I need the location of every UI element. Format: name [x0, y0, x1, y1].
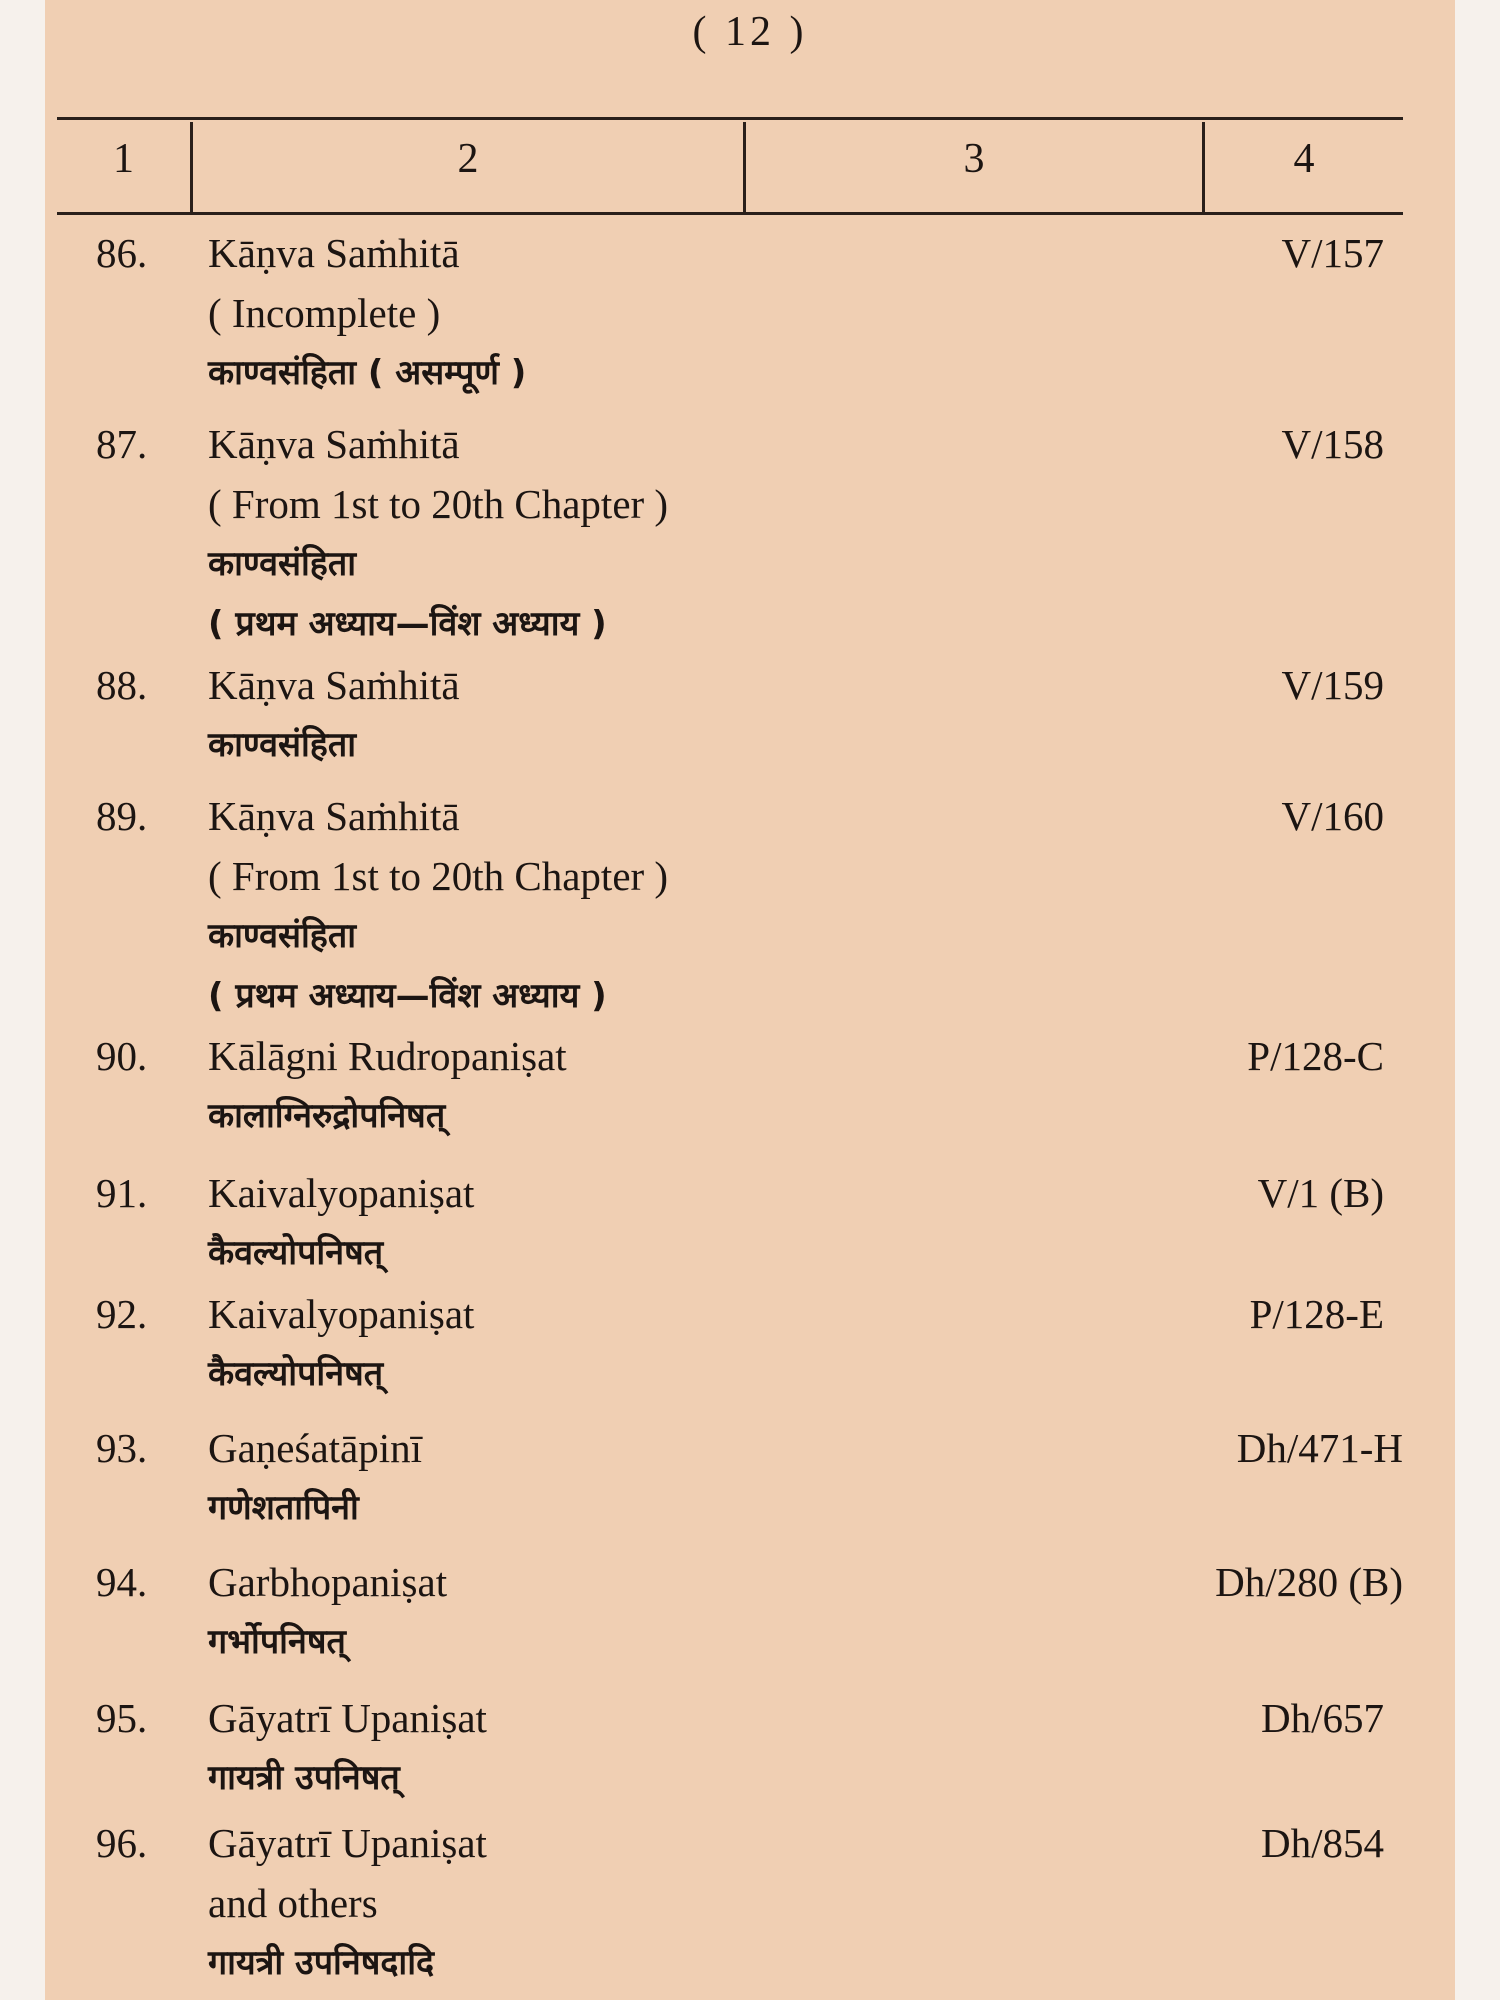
entry-number: 88.: [96, 662, 148, 708]
page-number: ( 12 ): [692, 9, 808, 55]
entry-title: [208, 1813, 487, 1993]
entry-number: 90.: [96, 1033, 148, 1079]
entry-title-line: काण्वसंहिता: [208, 916, 357, 956]
entry-title-line: ( From 1st to 20th Chapter ): [208, 481, 669, 527]
entry-title-line: Gāyatrī Upaniṣat: [208, 1820, 487, 1866]
entry-reference: V/157: [1281, 230, 1384, 276]
entry-title-line: Kāṇva Saṁhitā: [208, 793, 460, 839]
entry-reference: P/128-E: [1249, 1291, 1384, 1337]
entry-title: [208, 655, 460, 775]
entry-title: [208, 1688, 487, 1808]
entry-title-line: गायत्री उपनिषदादि: [208, 1943, 435, 1983]
entry-title-line: काण्वसंहिता ( असम्पूर्ण ): [208, 353, 527, 393]
entry-number: 95.: [96, 1695, 148, 1741]
entry-number: 96.: [96, 1820, 148, 1866]
entry-title-line: ( Incomplete ): [208, 290, 441, 336]
entry-title-line: Kāṇva Saṁhitā: [208, 230, 460, 276]
entry-number: 93.: [96, 1425, 148, 1471]
entry-title-line: ( प्रथम अध्याय—विंश अध्याय ): [208, 604, 607, 644]
entry-title-line: गायत्री उपनिषत्: [208, 1758, 400, 1798]
entry-number: 86.: [96, 230, 148, 276]
entry-title: [208, 1418, 422, 1538]
entry-title: [208, 1026, 567, 1146]
entry-reference: P/128-C: [1247, 1033, 1384, 1079]
entry-title: [208, 1163, 474, 1283]
entry-number: 92.: [96, 1291, 148, 1337]
entry-title: [208, 1284, 474, 1404]
entry-title: [208, 223, 526, 403]
entry-title-line: Kaivalyopaniṣat: [208, 1291, 475, 1337]
entry-title-line: and others: [208, 1880, 378, 1926]
entry-title-line: गर्भोपनिषत्: [208, 1622, 346, 1662]
entry-title-line: काण्वसंहिता: [208, 544, 357, 584]
table-header-rule: [57, 212, 1403, 215]
entry-title-line: Gaṇeśatāpinī: [208, 1425, 423, 1471]
entry-reference: V/1 (B): [1257, 1170, 1384, 1216]
entry-title-line: काण्वसंहिता: [208, 725, 357, 765]
entry-title-line: कैवल्योपनिषत्: [208, 1354, 384, 1394]
entry-number: 89.: [96, 793, 148, 839]
column-header-2: 2: [457, 136, 479, 182]
entry-title-line: Kālāgni Rudropaniṣat: [208, 1033, 567, 1079]
entry-title: [208, 1552, 447, 1672]
entry-reference: Dh/657: [1261, 1695, 1384, 1741]
entry-title-line: कालाग्निरुद्रोपनिषत्: [208, 1096, 446, 1136]
entry-number: 87.: [96, 421, 148, 467]
entry-title-line: गणेशतापिनी: [208, 1488, 359, 1528]
entry-reference: V/158: [1281, 421, 1384, 467]
entry-title-line: Garbhopaniṣat: [208, 1559, 448, 1605]
entry-title-line: कैवल्योपनिषत्: [208, 1233, 384, 1273]
entry-title-line: ( From 1st to 20th Chapter ): [208, 853, 669, 899]
column-header-1: 1: [113, 136, 134, 182]
column-header-3: 3: [963, 136, 985, 182]
entry-reference: Dh/854: [1261, 1820, 1384, 1866]
entry-title: [208, 786, 668, 1026]
entry-title-line: Kaivalyopaniṣat: [208, 1170, 475, 1216]
entry-title-line: Kāṇva Saṁhitā: [208, 421, 460, 467]
entry-title-line: ( प्रथम अध्याय—विंश अध्याय ): [208, 976, 607, 1016]
entry-reference: V/159: [1281, 662, 1384, 708]
entry-reference: Dh/471-H: [1236, 1425, 1403, 1471]
entry-reference: Dh/280 (B): [1215, 1559, 1403, 1605]
entry-title: [208, 414, 668, 654]
entry-number: 94.: [96, 1559, 148, 1605]
column-header-4: 4: [1293, 136, 1315, 182]
entry-reference: V/160: [1281, 793, 1384, 839]
entry-title-line: Kāṇva Saṁhitā: [208, 662, 460, 708]
entry-title-line: Gāyatrī Upaniṣat: [208, 1695, 487, 1741]
table-top-rule: [57, 117, 1403, 120]
entry-number: 91.: [96, 1170, 148, 1216]
